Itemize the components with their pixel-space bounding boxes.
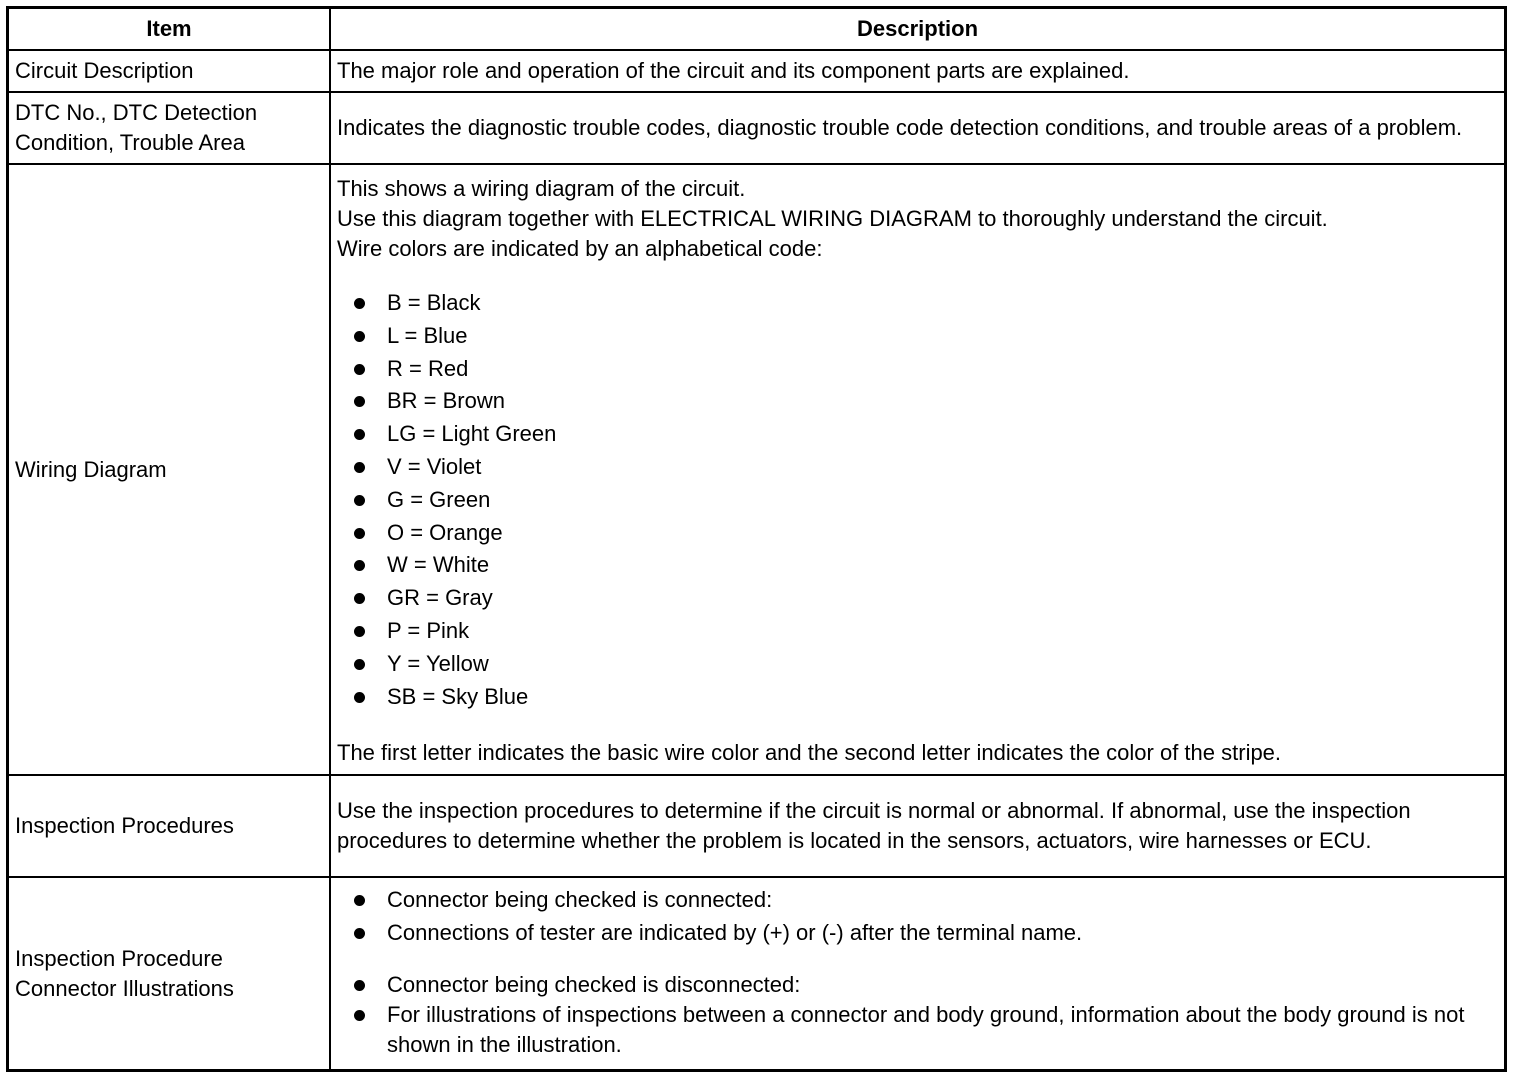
list-item-text: G = Green (387, 486, 491, 512)
item-cell: DTC No., DTC Detection Condition, Trouble Area (8, 92, 331, 164)
list-item-text: O = Orange (387, 519, 503, 545)
list-item (337, 320, 1498, 353)
bullet-icon (354, 331, 365, 342)
table-row (8, 877, 1506, 1070)
list-item (337, 648, 1498, 681)
item-cell: Wiring Diagram (8, 164, 331, 775)
list-item-text: V = Violet (387, 453, 482, 479)
bullet-icon (354, 928, 365, 939)
bullet-icon (354, 462, 365, 473)
bullet-icon (354, 659, 365, 670)
list-item (337, 418, 1498, 451)
table-row (8, 50, 1506, 92)
list-item-text: W = White (387, 552, 490, 578)
list-item-text: Connector being checked is disconnected: (387, 971, 801, 997)
disconnected-list (337, 970, 1498, 1060)
table-row (8, 92, 1506, 164)
header-row (8, 8, 1506, 51)
bullet-icon (354, 626, 365, 637)
list-item (337, 1000, 1498, 1060)
list-item-text: P = Pink (387, 617, 470, 643)
list-item (337, 385, 1498, 418)
text-line: This shows a wiring diagram of the circuit. (337, 176, 746, 201)
item-cell: Circuit Description (8, 50, 331, 92)
bullet-icon (354, 396, 365, 407)
list-item-text: B = Black (387, 290, 481, 315)
list-item-text: GR = Gray (387, 585, 493, 611)
list-item (337, 917, 1498, 950)
bullet-icon (354, 364, 365, 375)
item-cell: Inspection Procedures (8, 775, 331, 877)
wire-color-list (337, 287, 1498, 713)
list-item (337, 517, 1498, 550)
list-item-text: Connections of tester are indicated by (+) or (-) after the terminal name. (387, 920, 1083, 946)
list-item (337, 287, 1498, 320)
bullet-icon (354, 560, 365, 571)
bullet-icon (354, 980, 365, 991)
header-description: Description (330, 8, 1506, 51)
list-item-text: SB = Sky Blue (387, 683, 529, 709)
bullet-icon (354, 895, 365, 906)
bullet-icon (354, 298, 365, 309)
list-item (337, 582, 1498, 615)
header-item: Item (8, 8, 331, 51)
bullet-icon (354, 495, 365, 506)
list-item (337, 353, 1498, 386)
list-item-text: R = Red (387, 355, 469, 381)
list-item-text: Y = Yellow (387, 650, 489, 676)
description-cell (330, 164, 1506, 775)
list-item-text: LG = Light Green (387, 421, 557, 447)
bullet-icon (354, 593, 365, 604)
list-item-text: L = Blue (387, 322, 468, 348)
list-item-text: For illustrations of inspections between a connector and body ground, information about the body ground is not shown in the illustration. (387, 1001, 1465, 1057)
list-item (337, 884, 1498, 917)
text-line: Use this diagram together with ELECTRICAL WIRING DIAGRAM to thoroughly understand the circuit. (337, 206, 1328, 231)
text-line: The first letter indicates the basic wire color and the second letter indicates the color of the stripe. (337, 740, 1282, 766)
list-item (337, 451, 1498, 484)
text-line: Wire colors are indicated by an alphabetical code: (337, 236, 823, 261)
description-cell (330, 877, 1506, 1070)
bullet-icon (354, 1010, 365, 1021)
table-row (8, 775, 1506, 877)
item-cell: Inspection Procedure Connector Illustrations (8, 877, 331, 1070)
description-cell: Use the inspection procedures to determine if the circuit is normal or abnormal. If abnormal, use the inspection procedures to determine whether the problem is located in the sensors, actuators, wire harnesses or ECU. (330, 775, 1506, 877)
list-item (337, 549, 1498, 582)
list-item-text: Connector being checked is connected: (387, 887, 773, 913)
list-item (337, 681, 1498, 714)
bullet-icon (354, 692, 365, 703)
list-item-text: BR = Brown (387, 388, 505, 414)
list-item (337, 970, 1498, 1000)
list-item (337, 615, 1498, 648)
description-table (6, 6, 1507, 1072)
bullet-icon (354, 528, 365, 539)
description-cell: Indicates the diagnostic trouble codes, diagnostic trouble code detection conditions, and trouble areas of a problem. (330, 92, 1506, 164)
bullet-icon (354, 429, 365, 440)
table-row (8, 164, 1506, 775)
description-cell: The major role and operation of the circuit and its component parts are explained. (330, 50, 1506, 92)
connected-list (337, 884, 1498, 950)
list-item (337, 484, 1498, 517)
